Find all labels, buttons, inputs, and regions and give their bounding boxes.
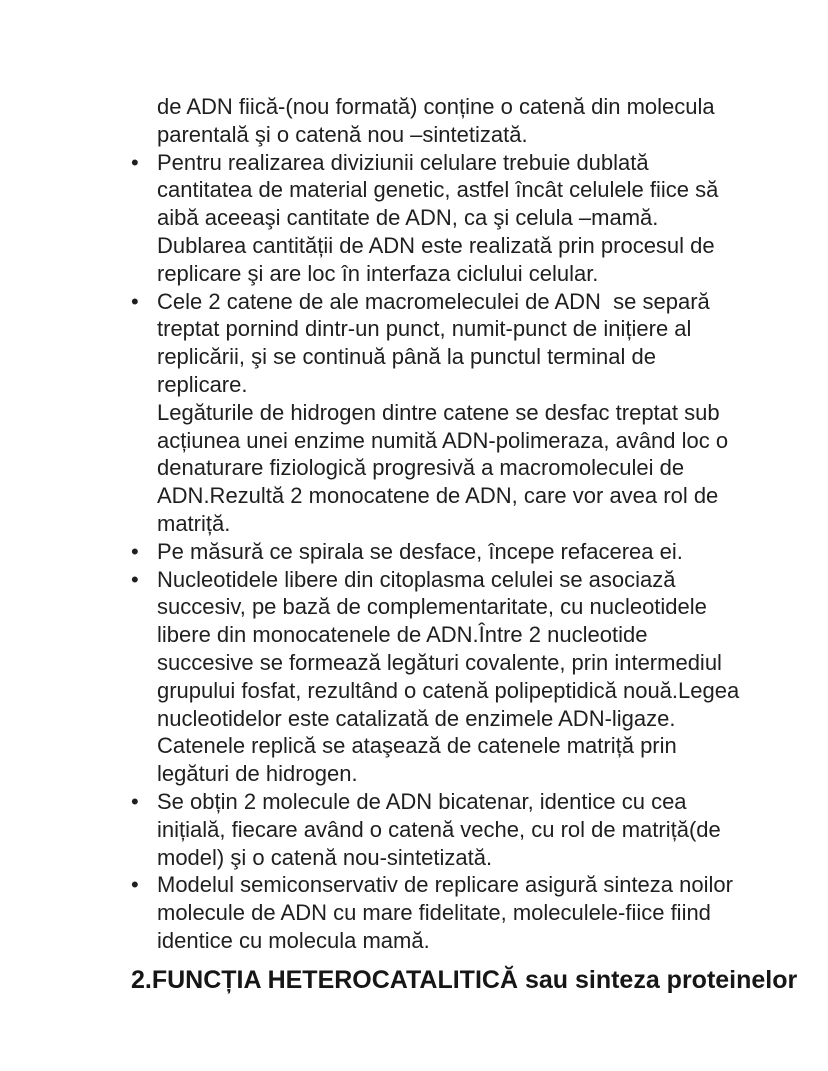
bullet-spacer bbox=[131, 93, 157, 121]
bullet-spacer bbox=[131, 649, 157, 677]
text-line-content: identice cu molecula mamă. bbox=[157, 927, 430, 953]
text-line bbox=[131, 260, 771, 288]
text-line bbox=[131, 816, 771, 844]
text-line bbox=[131, 399, 771, 427]
text-line-content: treptat pornind dintr-un punct, numit-punct de inițiere al bbox=[157, 316, 692, 342]
text-line-content: nucleotidelor este catalizată de enzimele ADN-ligaze. bbox=[157, 705, 676, 731]
text-line-content: aibă aceeaşi cantitate de ADN, ca şi celula –mamă. bbox=[157, 205, 659, 231]
text-line bbox=[131, 232, 771, 260]
text-line bbox=[131, 176, 771, 204]
bullet-spacer bbox=[131, 399, 157, 427]
text-line-content: grupului fosfat, rezultând o catenă polipeptidică nouă.Legea bbox=[157, 677, 740, 703]
bullet-spacer bbox=[131, 510, 157, 538]
text-line bbox=[131, 927, 771, 955]
text-line-content: denaturare fiziologică progresivă a macromoleculei de bbox=[157, 455, 685, 481]
text-line bbox=[131, 566, 771, 594]
text-line-content: libere din monocatenele de ADN.Între 2 nucleotide bbox=[157, 622, 648, 648]
text-line-content: Cele 2 catene de ale macromeleculei de ADN se separă bbox=[157, 288, 710, 314]
text-line-content: succesive se formează legături covalente, prin intermediul bbox=[157, 649, 722, 675]
text-line bbox=[131, 482, 771, 510]
text-line-content: replicare şi are loc în interfaza ciclului celular. bbox=[157, 260, 599, 286]
text-line bbox=[131, 510, 771, 538]
text-line-content: Modelul semiconservativ de replicare asigură sinteza noilor bbox=[157, 872, 733, 898]
text-line bbox=[131, 705, 771, 733]
bullet-icon: • bbox=[131, 872, 139, 898]
text-line bbox=[131, 788, 771, 816]
bullet-spacer bbox=[131, 760, 157, 788]
bullet-spacer bbox=[131, 899, 157, 927]
bullet-spacer bbox=[131, 260, 157, 288]
text-line-content: ADN.Rezultă 2 monocatene de ADN, care vor avea rol de bbox=[157, 483, 719, 509]
section-heading: 2.FUNCȚIA HETEROCATALITICĂ sau sinteza proteinelor bbox=[131, 965, 798, 994]
text-line bbox=[131, 899, 771, 927]
bullet-spacer bbox=[131, 593, 157, 621]
bullet-spacer bbox=[131, 204, 157, 232]
text-line-content: molecule de ADN cu mare fidelitate, moleculele-fiice fiind bbox=[157, 900, 711, 926]
text-line-content: Se obțin 2 molecule de ADN bicatenar, identice cu cea bbox=[157, 788, 687, 814]
text-line bbox=[131, 315, 771, 343]
bullet-icon: • bbox=[131, 566, 139, 592]
text-line bbox=[131, 121, 771, 149]
bullet-spacer bbox=[131, 454, 157, 482]
text-line bbox=[131, 93, 771, 121]
text-line bbox=[131, 538, 771, 566]
text-line bbox=[131, 760, 771, 788]
bullet-spacer bbox=[131, 816, 157, 844]
text-line-content: model) şi o catenă nou-sintetizată. bbox=[157, 844, 493, 870]
bullet-spacer bbox=[131, 927, 157, 955]
bullet-icon: • bbox=[131, 149, 139, 175]
bullet-spacer bbox=[131, 121, 157, 149]
bullet-spacer bbox=[131, 232, 157, 260]
text-line bbox=[131, 844, 771, 872]
bullet-icon: • bbox=[131, 788, 139, 814]
text-line-content: Catenele replică se ataşează de catenele matriță prin bbox=[157, 733, 677, 759]
text-line-content: acțiunea unei enzime numită ADN-polimeraza, având loc o bbox=[157, 427, 729, 453]
bullet-spacer bbox=[131, 343, 157, 371]
text-body bbox=[131, 93, 798, 996]
text-line bbox=[131, 149, 771, 177]
text-line-content: Nucleotidele libere din citoplasma celulei se asociază bbox=[157, 566, 676, 592]
bullet-spacer bbox=[131, 844, 157, 872]
text-line bbox=[131, 732, 771, 760]
text-line-content: inițială, fiecare având o catenă veche, cu rol de matriță(de bbox=[157, 816, 721, 842]
bullet-spacer bbox=[131, 677, 157, 705]
text-line-content: de ADN fiică-(nou formată) conține o catenă din molecula bbox=[157, 94, 715, 119]
text-line-content: Dublarea cantității de ADN este realizată prin procesul de bbox=[157, 232, 715, 258]
bullet-spacer bbox=[131, 732, 157, 760]
text-line bbox=[131, 649, 771, 677]
text-line bbox=[131, 427, 771, 455]
text-line bbox=[131, 343, 771, 371]
bullet-icon: • bbox=[131, 288, 139, 314]
text-line bbox=[131, 204, 771, 232]
text-line bbox=[131, 371, 771, 399]
bullet-spacer bbox=[131, 315, 157, 343]
text-line bbox=[131, 871, 771, 899]
bullet-icon: • bbox=[131, 538, 139, 564]
text-line-content: replicării, şi se continuă până la punctul terminal de bbox=[157, 344, 656, 370]
bullet-list bbox=[131, 93, 771, 955]
bullet-spacer bbox=[131, 482, 157, 510]
text-line-content: replicare. bbox=[157, 371, 248, 397]
text-line bbox=[131, 288, 771, 316]
text-line-content: Legăturile de hidrogen dintre catene se desfac treptat sub bbox=[157, 399, 720, 425]
text-line-content: Pentru realizarea diviziunii celulare trebuie dublată bbox=[157, 149, 649, 175]
text-line-content: parentală şi o catenă nou –sintetizată. bbox=[157, 121, 528, 147]
bullet-spacer bbox=[131, 621, 157, 649]
bullet-spacer bbox=[131, 427, 157, 455]
text-line bbox=[131, 593, 771, 621]
text-line-content: legături de hidrogen. bbox=[157, 761, 358, 787]
text-line bbox=[131, 454, 771, 482]
bullet-spacer bbox=[131, 705, 157, 733]
text-line-content: Pe măsură ce spirala se desface, începe refacerea ei. bbox=[157, 538, 683, 564]
text-line bbox=[131, 677, 771, 705]
bullet-spacer bbox=[131, 176, 157, 204]
text-line bbox=[131, 621, 771, 649]
text-line-content: cantitatea de material genetic, astfel încât celulele fiice să bbox=[157, 177, 719, 203]
text-line-content: matriță. bbox=[157, 510, 231, 536]
text-line-content: succesiv, pe bază de complementaritate, cu nucleotidele bbox=[157, 594, 707, 620]
bullet-spacer bbox=[131, 371, 157, 399]
